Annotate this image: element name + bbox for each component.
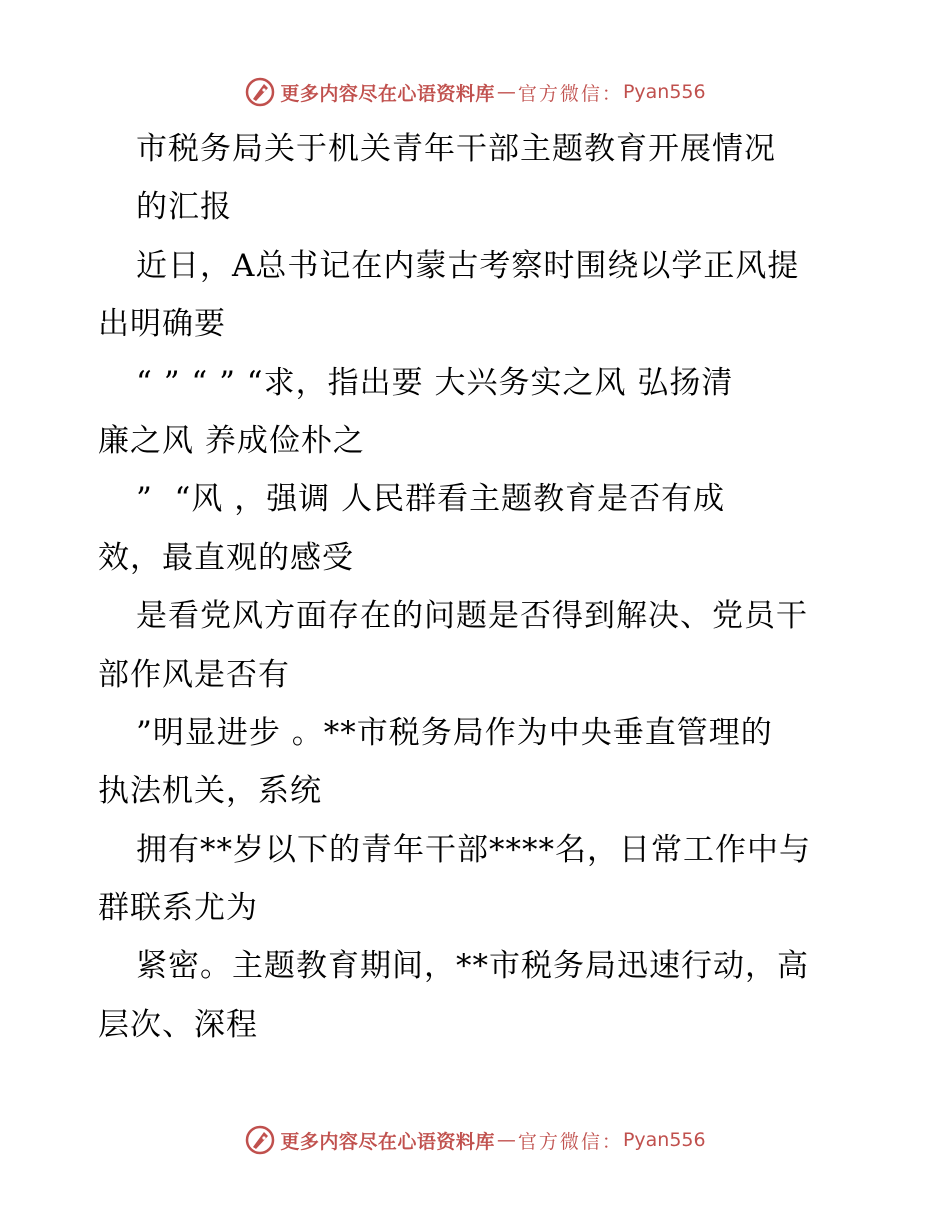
footer-watermark: [0, 1120, 950, 1160]
watermark-separator: —: [496, 1129, 516, 1151]
paragraph-line: 廉之风 养成俭朴之: [98, 422, 365, 459]
paragraph-line: 效，最直观的感受: [98, 539, 354, 576]
document-title-line-1: 市税务局关于机关青年干部主题教育开展情况: [136, 131, 776, 167]
paragraph-line: 近日，A总书记在内蒙古考察时围绕以学正风提: [136, 247, 800, 284]
paragraph-line: 紧密。主题教育期间，**市税务局迅速行动，高: [136, 948, 809, 985]
paragraph-line: 出明确要: [98, 306, 226, 343]
paragraph-line: ” “风 ，强调 人民群看主题教育是否有成: [136, 481, 726, 518]
watermark-official-label: 官方微信：: [517, 1130, 623, 1153]
paragraph-line: “ ” “ ” “求，指出要 大兴务实之风 弘扬清: [136, 364, 734, 401]
header-watermark: [0, 72, 950, 112]
document-body: [98, 120, 858, 1054]
paragraph-line: 是看党风方面存在的问题是否得到解决、党员干: [136, 598, 808, 635]
paragraph-line: 部作风是否有: [98, 656, 290, 693]
paragraph-line: 拥有**岁以下的青年干部****名，日常工作中与: [136, 831, 811, 868]
watermark-brand: 更多内容尽在心语资料库: [280, 1130, 495, 1153]
watermark-official-label: 官方微信：: [517, 82, 623, 105]
watermark-brand: 更多内容尽在心语资料库: [280, 82, 495, 105]
paragraph-line: 群联系尤为: [98, 890, 258, 927]
watermark-account-id: Pyan556: [622, 81, 706, 103]
document-title-line-2: 的汇报: [136, 189, 232, 226]
pen-nib-circle-icon: [244, 76, 276, 108]
paragraph-line: 层次、深程: [98, 1006, 258, 1043]
paragraph-line: ”明显进步 。**市税务局作为中央垂直管理的: [136, 714, 773, 751]
watermark-account-id: Pyan556: [622, 1129, 706, 1151]
pen-nib-circle-icon: [244, 1124, 276, 1156]
watermark-separator: —: [496, 81, 516, 103]
paragraph-line: 执法机关，系统: [98, 773, 322, 810]
